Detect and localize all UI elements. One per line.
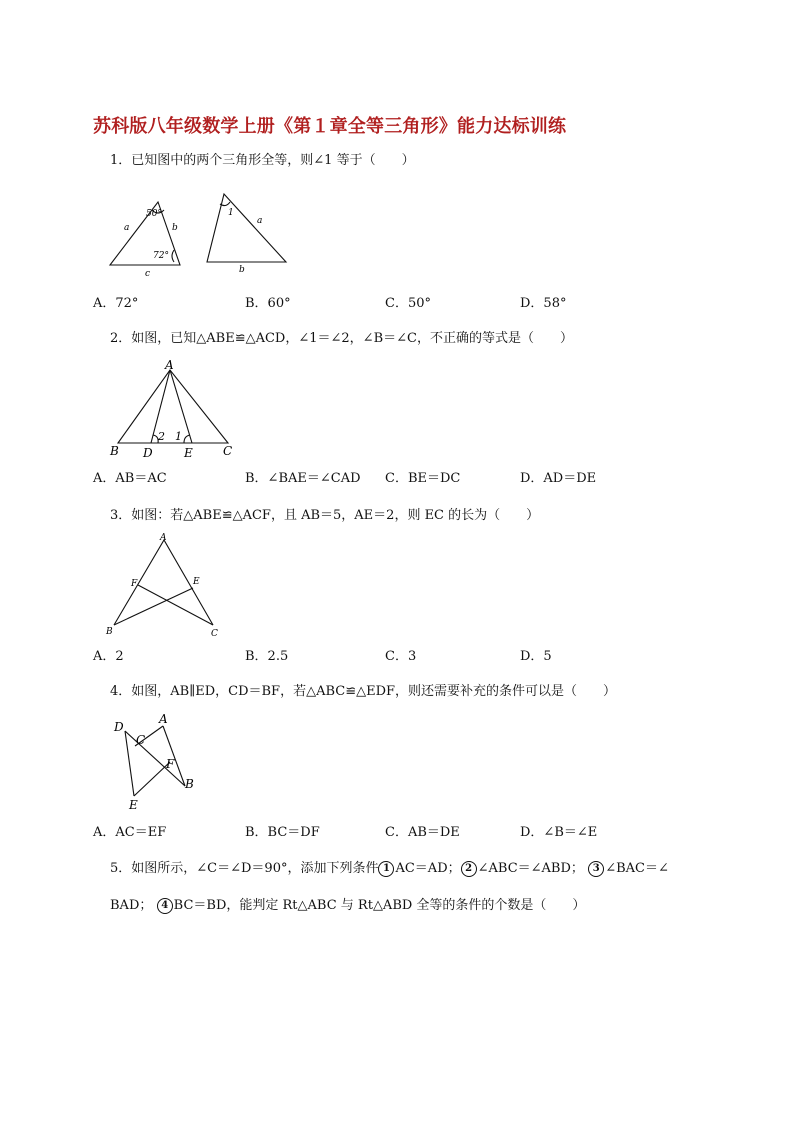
triangle-1 (110, 202, 180, 265)
question-2-text: 2．如图，已知△ABE≌△ACD，∠1＝∠2，∠B＝∠C，不正确的等式是（ ） (110, 331, 573, 346)
question-3-figure (100, 530, 230, 642)
condition-4-marker: 4 (157, 898, 173, 914)
condition-3-marker: 3 (588, 861, 604, 877)
label-c: C (223, 444, 233, 458)
question-4-figure (105, 708, 205, 814)
label-side-a: a (124, 223, 130, 233)
label-a: A (159, 712, 168, 726)
condition-3-cont: BAD； (110, 898, 153, 913)
label-d: D (143, 446, 153, 460)
label-e: E (193, 577, 200, 587)
label-d: D (114, 720, 124, 734)
question-1-text: 1．已知图中的两个三角形全等，则∠1 等于（ ） (110, 153, 415, 168)
question-1-figure (100, 190, 300, 280)
label-f: F (131, 579, 138, 589)
condition-2: ∠ABC＝∠ABD； (477, 861, 584, 876)
figure-lines (125, 726, 185, 796)
question-4-text: 4．如图，AB∥ED，CD＝BF，若△ABC≌△EDF，则还需要补充的条件可以是（ ） (110, 684, 617, 699)
question-4-option-c[interactable]: C．AB＝DE (385, 825, 460, 840)
question-4-option-a[interactable]: A．AC＝EF (93, 825, 167, 840)
question-4-option-b[interactable]: B．BC＝DF (245, 825, 320, 840)
label-a: A (165, 358, 174, 372)
question-4-option-d[interactable]: D．∠B＝∠E (520, 825, 598, 840)
question-2-option-c[interactable]: C．BE＝DC (385, 471, 461, 486)
label-a: A (160, 533, 167, 543)
label-side-a2: a (257, 216, 263, 226)
q5-intro: 5．如图所示，∠C＝∠D＝90°，添加下列条件 (110, 861, 379, 876)
question-3-option-b[interactable]: B．2.5 (245, 649, 289, 664)
question-5-line-1 (110, 860, 669, 878)
label-angle-2: 2 (158, 430, 165, 443)
label-c: C (136, 733, 146, 747)
label-b: B (185, 777, 194, 791)
question-3-option-d[interactable]: D．5 (520, 649, 552, 664)
label-side-c: c (145, 269, 151, 279)
question-1-option-c[interactable]: C．50° (385, 296, 431, 311)
label-side-b2: b (239, 265, 245, 275)
question-2-option-d[interactable]: D．AD＝DE (520, 471, 597, 486)
label-angle-72: 72° (153, 251, 169, 261)
condition-2-marker: 2 (461, 861, 477, 877)
question-3-text: 3．如图：若△ABE≌△ACF，且 AB＝5，AE＝2，则 EC 的长为（ ） (110, 508, 540, 523)
label-angle-1: 1 (175, 430, 182, 443)
triangle-abc (118, 370, 228, 443)
question-2-option-b[interactable]: B．∠BAE＝∠CAD (245, 471, 361, 486)
label-c: C (211, 629, 218, 639)
question-1-option-b[interactable]: B．60° (245, 296, 291, 311)
condition-4: BC＝BD，能判定 Rt△ABC 与 Rt△ABD 全等的条件的个数是（ ） (173, 898, 586, 913)
label-angle-50: 50° (146, 209, 162, 219)
question-2-option-a[interactable]: A．AB＝AC (93, 471, 167, 486)
label-e: E (184, 446, 193, 460)
triangle-2 (207, 194, 286, 262)
label-b: B (106, 627, 113, 637)
condition-1: AC＝AD； (395, 861, 461, 876)
question-3-option-c[interactable]: C．3 (385, 649, 417, 664)
question-1-option-a[interactable]: A．72° (93, 296, 139, 311)
label-e: E (129, 798, 138, 812)
page-title: 苏科版八年级数学上册《第１章全等三角形》能力达标训练 (93, 116, 567, 137)
question-5-line-2 (110, 897, 585, 915)
label-b: B (110, 444, 119, 458)
question-2-figure (105, 356, 245, 462)
condition-1-marker: 1 (378, 861, 394, 877)
question-1-option-d[interactable]: D．58° (520, 296, 567, 311)
condition-3: ∠BAC＝∠ (605, 861, 669, 876)
label-side-b: b (172, 223, 178, 233)
label-angle-1: 1 (228, 208, 234, 218)
label-f: F (166, 757, 175, 771)
question-3-option-a[interactable]: A．2 (93, 649, 124, 664)
